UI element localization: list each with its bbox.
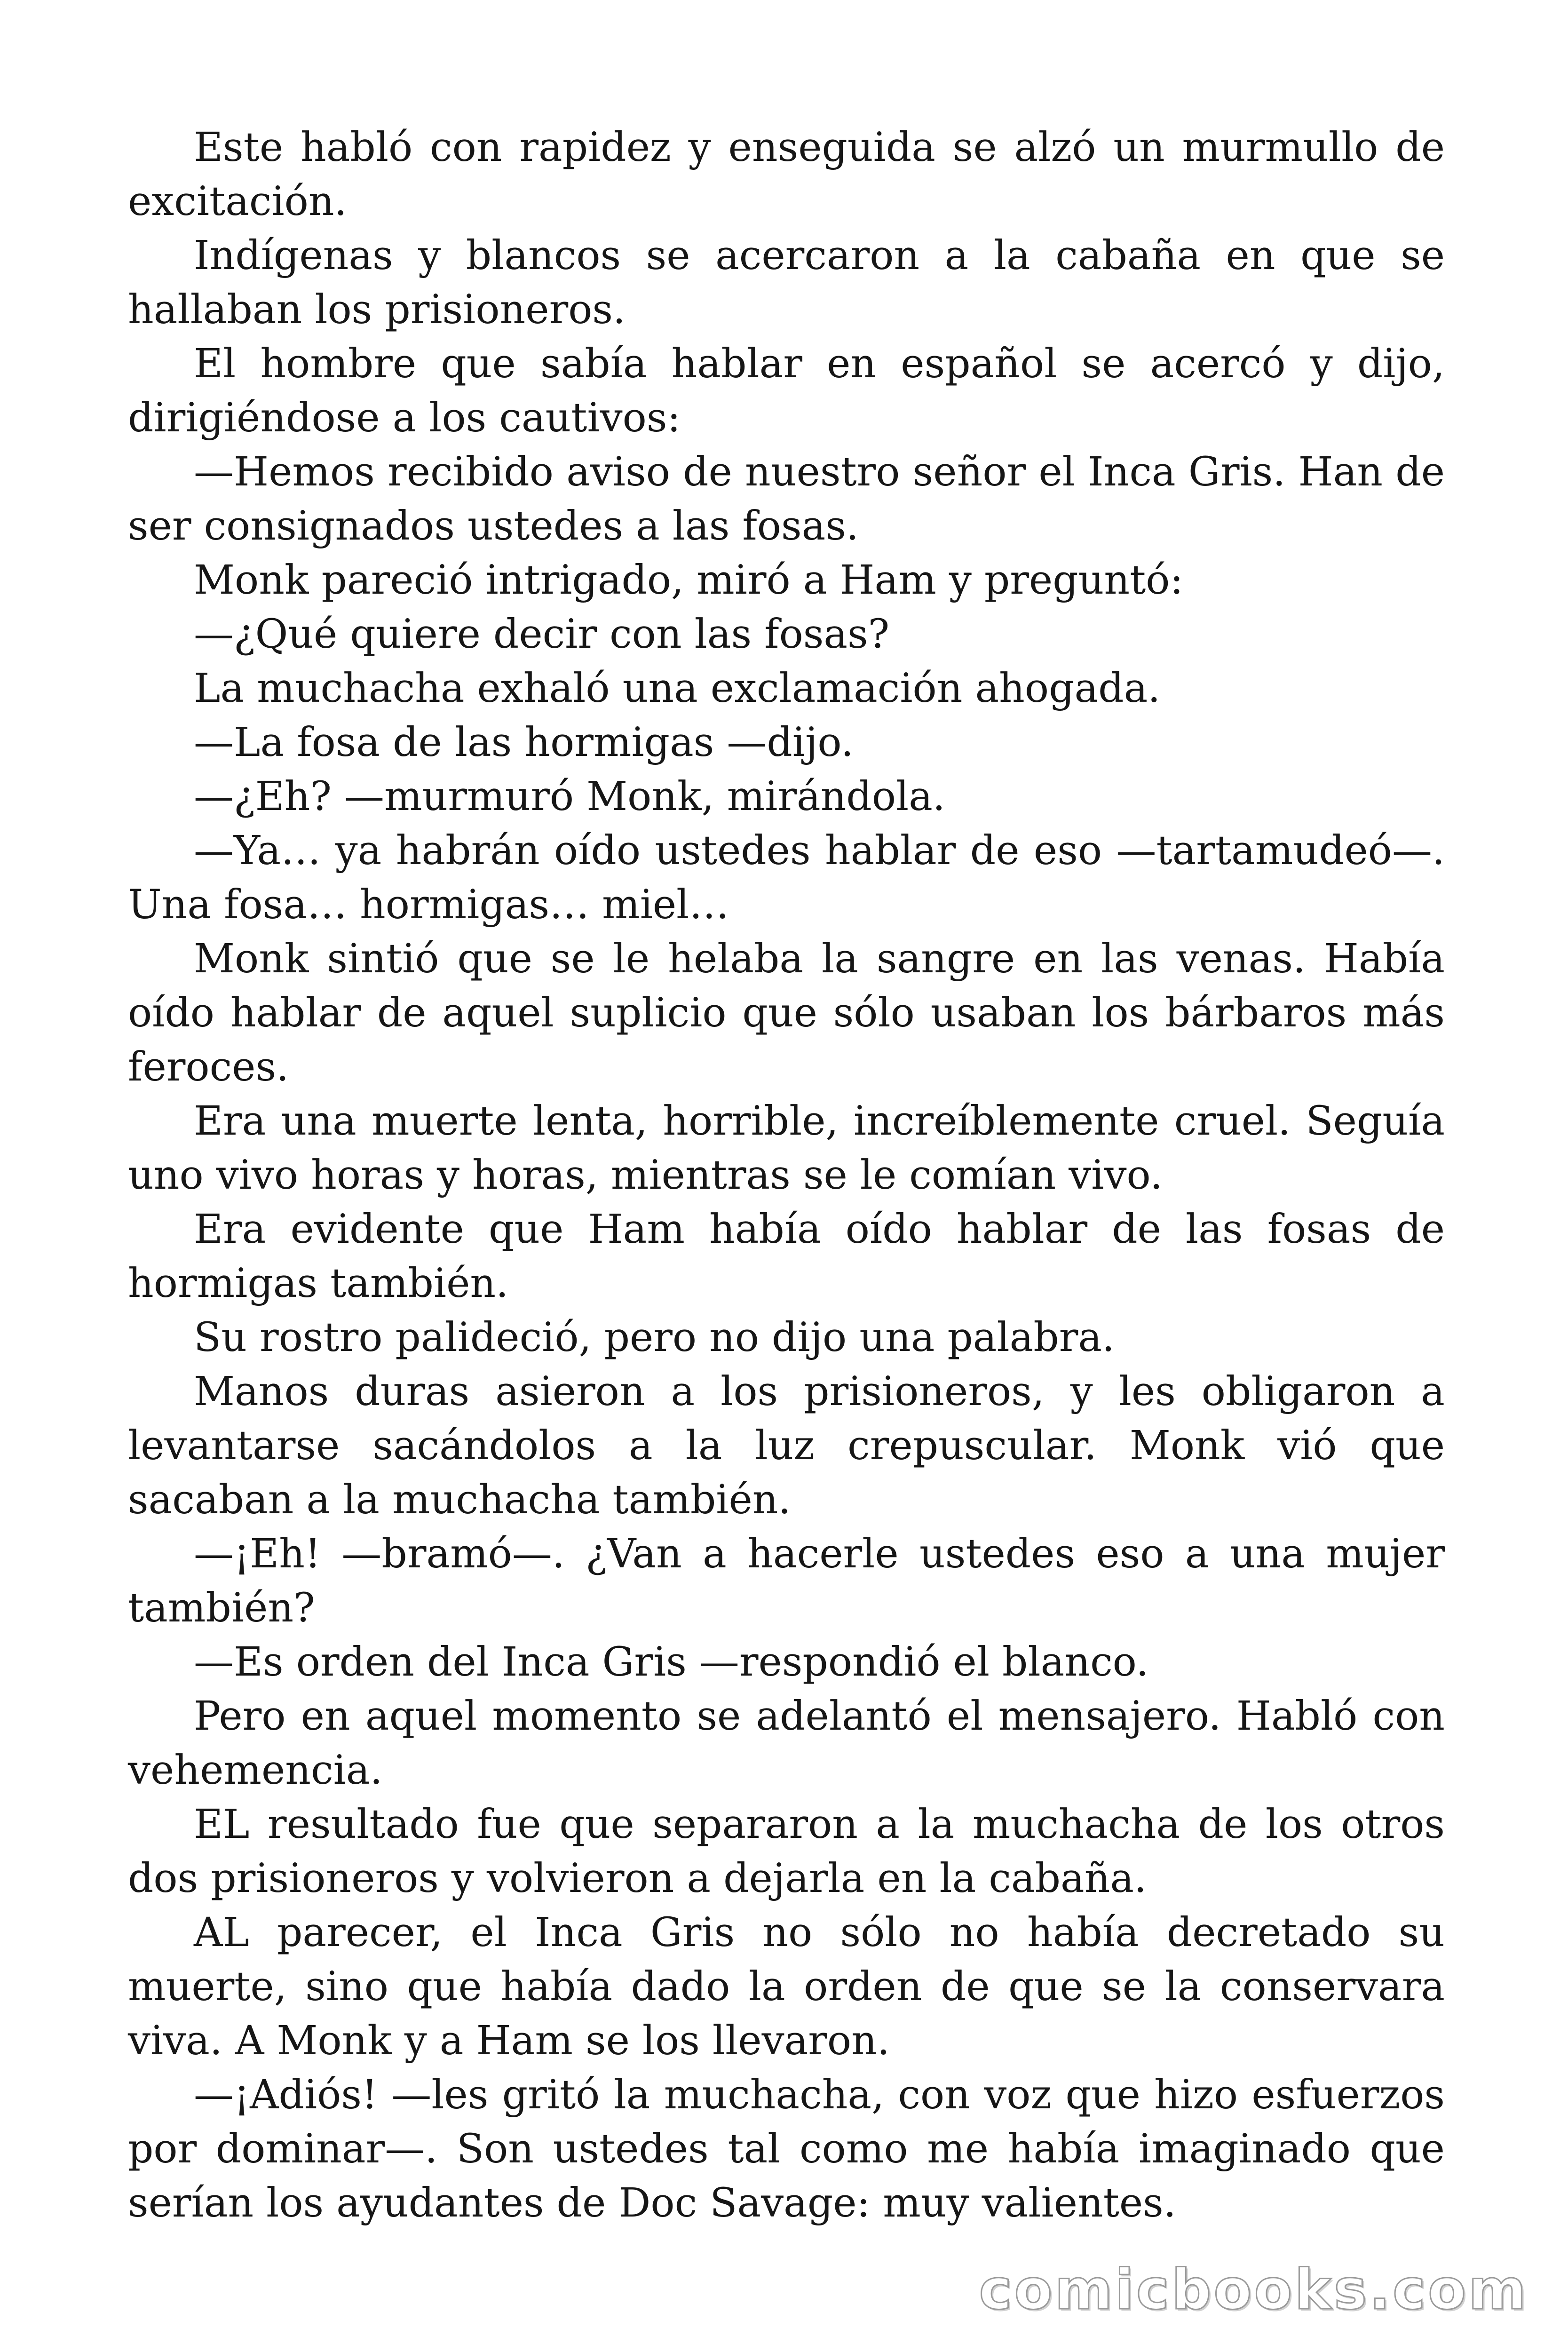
paragraph: —¡Eh! —bramó—. ¿Van a hacerle ustedes eso a una mujer también? <box>128 1531 1445 1631</box>
paragraph: El hombre que sabía hablar en español se acercó y dijo, dirigiéndose a los cautivos: <box>128 341 1445 441</box>
watermark-logo: comicbooks.com <box>979 2257 1528 2322</box>
paragraph: Monk pareció intrigado, miró a Ham y preguntó: <box>194 557 1184 604</box>
paragraph: Manos duras asieron a los prisioneros, y les obligaron a levantarse sacándolos a la luz crepuscular. Monk vió que sacaban a la muchacha también. <box>128 1368 1445 1523</box>
paragraph: EL resultado fue que separaron a la muchacha de los otros dos prisioneros y volvieron a dejarla en la cabaña. <box>128 1801 1445 1902</box>
paragraph: AL parecer, el Inca Gris no sólo no había decretado su muerte, sino que había dado la orden de que se la conservara viva. A Monk y a Ham se los llevaron. <box>128 1909 1445 2064</box>
paragraph: Indígenas y blancos se acercaron a la cabaña en que se hallaban los prisioneros. <box>128 232 1445 333</box>
paragraph: Su rostro palideció, pero no dijo una palabra. <box>194 1314 1115 1361</box>
page-text <box>128 120 1445 2230</box>
paragraph: Monk sintió que se le helaba la sangre en las venas. Había oído hablar de aquel suplicio que sólo usaban los bárbaros más feroces. <box>128 936 1445 1090</box>
paragraph: —¿Eh? —murmuró Monk, mirándola. <box>194 773 945 820</box>
paragraph: Pero en aquel momento se adelantó el mensajero. Habló con vehemencia. <box>128 1693 1445 1794</box>
paragraph: —Hemos recibido aviso de nuestro señor el Inca Gris. Han de ser consignados ustedes a las fosas. <box>128 449 1445 549</box>
paragraph: Era una muerte lenta, horrible, increíblemente cruel. Seguía uno vivo horas y horas, mientras se le comían vivo. <box>128 1098 1445 1199</box>
paragraph: —¡Adiós! —les gritó la muchacha, con voz que hizo esfuerzos por dominar—. Son ustedes tal como me había imaginado que serían los ayudantes de Doc Savage: muy valientes. <box>128 2072 1445 2226</box>
paragraph: La muchacha exhaló una exclamación ahogada. <box>194 665 1161 712</box>
paragraph: Este habló con rapidez y enseguida se alzó un murmullo de excitación. <box>128 124 1445 225</box>
paragraph: —Es orden del Inca Gris —respondió el blanco. <box>194 1639 1149 1685</box>
paragraph: —¿Qué quiere decir con las fosas? <box>194 611 890 658</box>
paragraph: Era evidente que Ham había oído hablar de las fosas de hormigas también. <box>128 1206 1445 1307</box>
paragraph: —La fosa de las hormigas —dijo. <box>194 719 854 766</box>
paragraph: —Ya… ya habrán oído ustedes hablar de eso —tartamudeó—. Una fosa… hormigas… miel… <box>128 827 1445 928</box>
